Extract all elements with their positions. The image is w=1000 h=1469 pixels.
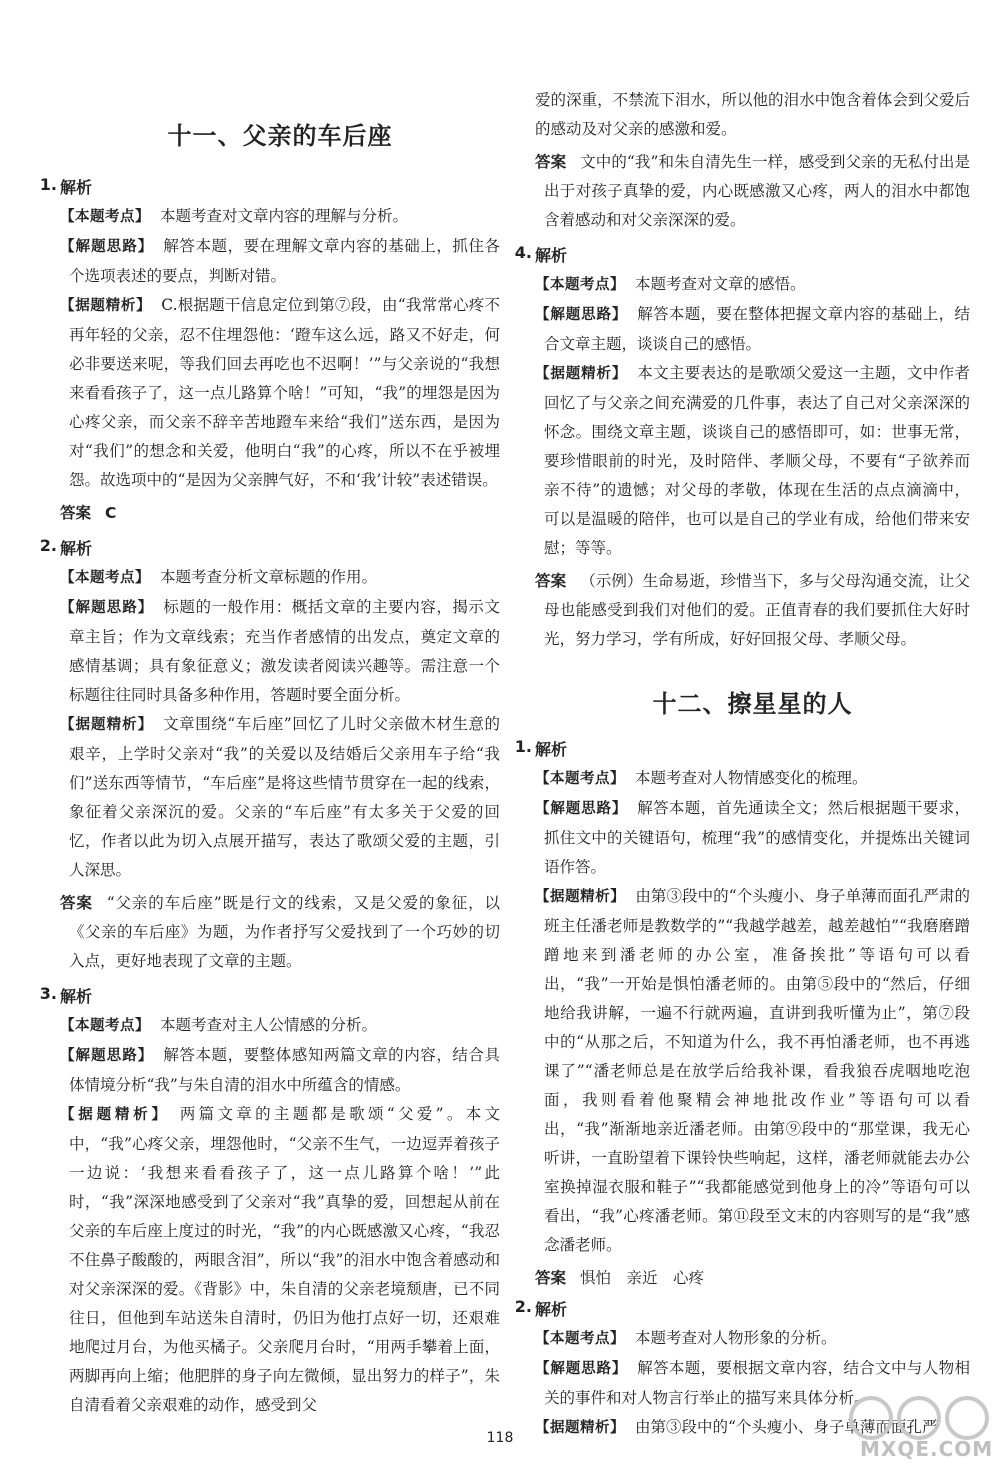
q2-silu: 【解题思路】 标题的一般作用：概括文章的主要内容，揭示文章主旨；作为文章线索；充当作者感情的出发点，奠定文章的感情基调；具有象征意义；激发读者阅读兴趣等。需注意一个标题往往同时具备多种作用，答题时要全面分析。 — [60, 598, 500, 704]
page-number: 118 — [486, 1430, 514, 1446]
q3-answer: 答案 文中的“我”和朱自清先生一样，感受到父亲的无私付出是出于对孩子真挚的爱，内心既感激又心疼，两人的泪水中都饱含着感动和对父亲深深的爱。 — [535, 153, 970, 229]
question-12-2-heading: 2. 解析 — [514, 1297, 568, 1319]
q3-kaodian: 【本题考点】 本题考查对主人公情感的分析。 — [60, 1016, 378, 1034]
question-2-heading: 2. 解析 — [39, 536, 93, 558]
q12-2-kaodian: 【本题考点】 本题考查对人物形象的分析。 — [535, 1329, 837, 1347]
q1-jingxi: 【据题精析】 C.根据题干信息定位到第⑦段，由“我常常心疼不再年轻的父亲，忍不住埋怨他：‘蹬车这么远，路又不好走，何必非要送来呢，等我们回去再吃也不迟啊！’”与父亲说的“我想来看看孩子了，这一点儿路算个啥！”可知，“我”的埋怨是因为心疼父亲，而父亲不辞辛苦地蹬车来给“我们”送东西，是因为对“我们”的想念和关爱，他明白“我”的心疼，所以不在乎被埋怨。故选项中的“是因为父亲脾气好，不和‘我’计较”表述错误。 — [60, 296, 500, 489]
q2-answer: 答案 “父亲的车后座”既是行文的线索，又是父爱的象征，以《父亲的车后座》为题，为作者抒写父爱找到了一个巧妙的切入点，更好地表现了文章的主题。 — [60, 894, 500, 970]
q3-jingxi: 【据题精析】 两篇文章的主题都是歌颂“父爱”。本文中，“我”心疼父亲，埋怨他时，“父亲不生气，一边逗弄着孩子一边说：‘我想来看看孩子了，这一点儿路算个啥！’”此时，“我”深深地感受到了父亲对“我”真挚的爱，回想起从前在父亲的车后座上度过的时光，“我”的内心既感激又心疼，“我忍不住鼻子酸酸的，两眼含泪”，所以“我”的泪水中饱含着感动和对父亲深深的爱。《背影》中，朱自清的父亲老境颓唐，已不同往日，但他到车站送朱自清时，仍旧为他打点好一切，还艰难地爬过月台，为他买橘子。父亲爬月台时，“用两手攀着上面，两脚再向上缩；他肥胖的身子向左微倾，显出努力的样子”，朱自清看着父亲艰难的动作，感受到父 — [60, 1105, 501, 1414]
q1-silu: 【解题思路】 解答本题，要在理解文章内容的基础上，抓住各个选项表述的要点，判断对错。 — [60, 237, 500, 285]
watermark-logo-icon — [845, 1395, 995, 1441]
q3-silu: 【解题思路】 解答本题，要整体感知两篇文章的内容，结合具体情境分析“我”与朱自清的泪水中所蕴含的情感。 — [60, 1046, 500, 1094]
q2-jingxi: 【据题精析】 文章围绕“车后座”回忆了儿时父亲做木材生意的艰辛，上学时父亲对“我”的关爱以及结婚后父亲用车子给“我们”送东西等情节，“车后座”是将这些情节贯穿在一起的线索，象征着父亲深沉的爱。父亲的“车后座”有太多关于父爱的回忆，作者以此为切入点展开描写，表达了歌颂父爱的主题，引人深思。 — [60, 715, 501, 879]
q12-1-silu: 【解题思路】 解答本题，首先通读全文；然后根据题干要求，抓住文中的关键语句，梳理“我”的感情变化，并提炼出关键词语作答。 — [535, 799, 971, 876]
q12-1-jingxi: 【据题精析】 由第③段中的“个头瘦小、身子单薄而面孔严肃的班主任潘老师是教数学的”“我越学越差，越差越怕”“我磨磨蹭蹭地来到潘老师的办公室，准备挨批”等语句可以看出，“我”一开始是惧怕潘老师的。由第⑤段中的“然后，仔细地给我讲解，一遍不行就两遍，直讲到我听懂为止”，第⑦段中的“从那之后，不知道为什么，我不再怕潘老师，也不再逃课了”“潘老师总是在放学后给我补课，看我狼吞虎咽地吃泡面，我则看着他聚精会神地批改作业”等语句可以看出，“我”渐渐地亲近潘老师。由第⑨段中的“那堂课，我无心听讲，一直盼望着下课铃快些响起，这样，潘老师就能去办公室换掉湿衣服和鞋子”“我都能感觉到他身上的冷”等语句可以看出，“我”心疼潘老师。第⑪段至文末的内容则写的是“我”感念潘老师。 — [535, 887, 971, 1254]
q3-jingxi-continued: 爱的深重，不禁流下泪水，所以他的泪水中饱含着体会到父爱后的感动及对父亲的感激和爱。 — [535, 91, 970, 138]
left-column — [39, 0, 501, 1420]
q12-1-answer: 答案 惧怕 亲近 心疼 — [535, 1269, 705, 1287]
q4-answer: 答案 （示例）生命易逝，珍惜当下，多与父母沟通交流，让父母也能感受到我们对他们的爱。正值青春的我们要抓住大好时光，努力学习，学有所成，好好回报父母、孝顺父母。 — [535, 572, 970, 648]
q12-2-jingxi: 【据题精析】 由第③段中的“个头瘦小、身子单薄而面孔严 — [535, 1418, 938, 1436]
question-12-1-heading: 1. 解析 — [514, 737, 568, 759]
q4-kaodian: 【本题考点】 本题考查对文章的感悟。 — [535, 275, 806, 293]
question-3-heading: 3. 解析 — [39, 984, 93, 1006]
q12-1-kaodian: 【本题考点】 本题考查对人物情感变化的梳理。 — [535, 769, 868, 787]
watermark — [845, 1395, 995, 1465]
question-4-heading: 4. 解析 — [514, 243, 568, 265]
q1-kaodian: 【本题考点】 本题考查对文章内容的理解与分析。 — [60, 207, 409, 225]
question-1-heading: 1. 解析 — [39, 175, 93, 197]
q12-2-silu: 【解题思路】 解答本题，要根据文章内容，结合文中与人物相关的事件和对人物言行举止的描写来具体分析。 — [535, 1359, 971, 1407]
section-title-12: 十二、擦星星的人 — [652, 689, 853, 718]
right-column — [514, 0, 971, 1443]
q4-jingxi: 【据题精析】 本文主要表达的是歌颂父爱这一主题，文中作者回忆了与父亲之间充满爱的几件事，表达了自己对父亲深深的怀念。围绕文章主题，谈谈自己的感悟即可，如：世事无常，要珍惜眼前的时光，及时陪伴、孝顺父母，不要有“子欲养而亲不待”的遗憾；对父母的孝敬，体现在生活的点点滴滴中，可以是温暖的陪伴，也可以是自己的学业有成，给他们带来安慰；等等。 — [535, 364, 971, 557]
section-title-11: 十一、父亲的车后座 — [167, 121, 393, 150]
watermark-text: MXQE.COM — [860, 1437, 994, 1461]
q2-kaodian: 【本题考点】 本题考查分析文章标题的作用。 — [60, 568, 378, 586]
q1-answer: 答案 C — [60, 504, 117, 522]
q4-silu: 【解题思路】 解答本题，要在整体把握文章内容的基础上，结合文章主题，谈谈自己的感悟。 — [535, 305, 971, 353]
